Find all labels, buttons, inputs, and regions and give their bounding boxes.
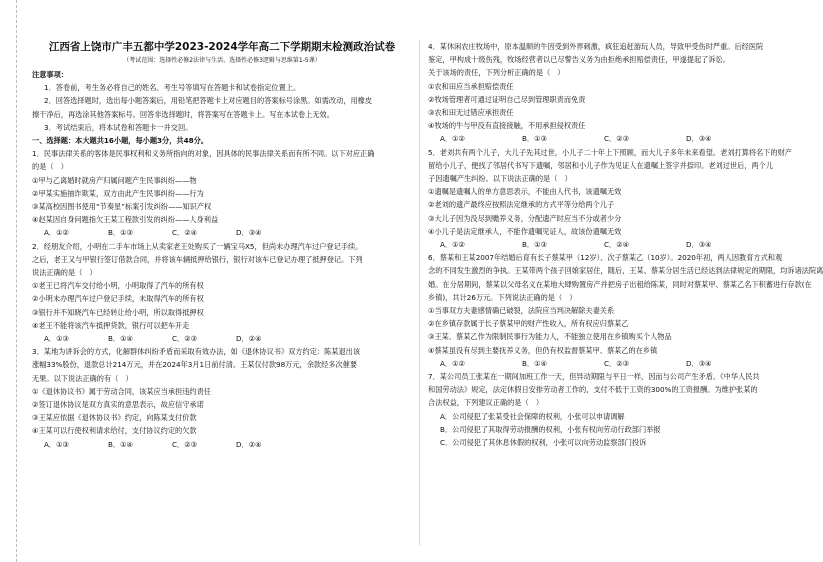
option: ③大儿子因为没尽到赡养义务，分配遗产时应当不分或者少分 <box>428 213 622 223</box>
binding-margin <box>0 0 17 562</box>
left-column <box>32 40 412 451</box>
choice: D．③④ <box>686 134 712 144</box>
question-stem: 6．蔡某和王某2007年结婚后育有长子蔡某甲（12岁）、次子蔡某乙（10岁）。2020年初，两人因教育方式和观 <box>428 253 783 263</box>
exam-title: 江西省上饶市广丰五都中学2023-2024学年高二下学期期末检测政治试卷 <box>48 41 396 53</box>
answer-choices <box>428 238 774 251</box>
question-3 <box>32 345 412 451</box>
option: ①农和田应当承担赔偿责任 <box>428 81 514 91</box>
option: ④赵某因自身问题指欠王某工程款引发的纠纷——人身利益 <box>32 215 219 225</box>
option: ①当事双方夫妻感情确已破裂，法院应当判决解除夫妻关系 <box>428 306 615 316</box>
question-stem: 说法正确的是（ ） <box>32 268 97 278</box>
question-stem: 5．老刘共有两个儿子，大儿子先其过世，小儿子二十年上下照顾，而大儿子多年未来看望。老刘打算将名下的财产 <box>428 147 792 157</box>
question-stem: 7．某公司员工张某在一期间加班工作一天，但异动期限与平日一样，因而与公司产生矛盾。《中华人民共 <box>428 372 760 382</box>
option: ①《退休协议书》属于劳动合同，该某应当承担违约责任 <box>32 386 211 396</box>
option: ③农和田无过错应承担责任 <box>428 108 514 118</box>
option: ③王某、蔡某乙作为限制民事行为能力人，不能独立使用在乡镇购买个人物品 <box>428 332 672 342</box>
question-stem: 之后，老王又与甲银行签订借款合同，并将该车辆抵押给银行，银行对该车已登记办理了抵押登记。下列 <box>32 254 363 264</box>
option: ④牧场的牛与甲没有直接接触，不用承担侵权责任 <box>428 121 586 131</box>
choice: C．②③ <box>172 334 198 344</box>
question-stem: 2．经朋友介绍，小明在二手车市场上从卖家老王处购买了一辆宝马X5，但尚未办理汽车过户登记手续。 <box>32 241 363 251</box>
note-item: 擦干净后，再选涂其他答案标号。回答非选择题时，将答案写在答题卡上。写在本试卷上无效。 <box>32 109 334 119</box>
exam-subtitle: （考试范围：选择性必修2法律与生活、选择性必修3逻辑与思维第1-5课） <box>123 57 321 64</box>
question-stem: 子因遗嘱产生纠纷。以下说法正确的是（ ） <box>428 174 572 184</box>
choice: A．①② <box>440 240 465 250</box>
choice: D．②④ <box>236 439 262 449</box>
option: ②小明未办理汽车过户登记手续，未取得汽车的所有权 <box>32 294 204 304</box>
choice-long: B．公司侵犯了其取得劳动报酬的权利，小张有权向劳动行政部门举报 <box>440 424 661 434</box>
choice: A．①② <box>440 134 465 144</box>
question-stem: 乡镇)，共计26万元。下列说法正确的是（ ） <box>428 292 577 302</box>
choice: C．②③ <box>604 134 630 144</box>
question-stem: 1．民事法律关系的客体是民事权利和义务所指向的对象，因具体的民事法律关系而有所不同。以下对应正确 <box>32 149 375 159</box>
choice: B．①③ <box>522 240 548 250</box>
note-item: 3．考试结束后，将本试卷和答题卡一并交回。 <box>44 122 193 132</box>
choice-long: C．公司侵犯了其休息休假的权利，小张可以向劳动监察部门投诉 <box>440 438 647 448</box>
question-6 <box>428 251 823 370</box>
option: ③银行并不知晓汽车已经转让给小明，所以取得抵押权 <box>32 307 204 317</box>
choice: C．②④ <box>604 240 630 250</box>
choice: C．②③ <box>604 358 630 368</box>
question-stem: 留给小儿子，便找了邻居代书写下遗嘱，邻居和小儿子作为见证人在遗嘱上签字并捺印。老刘过世后，两个儿 <box>428 160 774 170</box>
question-2 <box>32 240 412 346</box>
option: ④蔡某虽没有尽到主要抚养义务，但仍有权监督蔡某甲、蔡某乙的在乡镇 <box>428 345 658 355</box>
choice: D．③④ <box>686 358 712 368</box>
choice: B．①③ <box>522 134 548 144</box>
note-item: 2．回答选择题时，选出每小题答案后，用铅笔把答题卡上对应题目的答案标号涂黑。如需改动，用橡皮 <box>44 96 373 106</box>
choice: B．①③ <box>108 228 134 238</box>
choice: D．②④ <box>236 334 262 344</box>
question-stem: 婚。在分居期间，蔡某以父母名义在某地大肆购置房产并把房子出租给陈某，同时对蔡某甲、蔡某乙名下积蓄进行存款(在 <box>428 279 812 289</box>
answer-choices <box>32 438 412 451</box>
option: ③王某应依据《退休协议书》约定，向陈某支付价款 <box>32 413 197 423</box>
question-stem: 和国劳动法》规定，法定休假日安排劳动者工作的，支付不低于工资的300%的工资报酬。为维护张某的 <box>428 385 758 395</box>
option: ②在乡镇存款属于长子蔡某甲的财产性收入，所有权应归蔡某乙 <box>428 319 629 329</box>
option: ②老刘的遗产最终应按照法定继承的方式平等分给两个儿子 <box>428 200 615 210</box>
note-item: 1．答卷前，考生务必将自己的姓名、考生号等填写在答题卡和试卷指定位置上。 <box>44 83 301 93</box>
option: ④小儿子是法定继承人，不能作遗嘱见证人，故该份遗嘱无效 <box>428 226 622 236</box>
notes-heading: 注意事项： <box>32 70 68 79</box>
choice: A．①③ <box>44 334 69 344</box>
question-stem: 合法权益，下列建议正确的是（ ） <box>428 398 544 408</box>
question-stem: 4．某休闲农庄牧场中，原本温顺的牛因受到外界刺激，疯狂追赶游玩人员，导致甲受伤时严重。后经医院 <box>428 42 764 51</box>
question-stem: 鉴定，甲构成十级伤残，牧场经营者以已尽警告义务为由拒绝承担赔偿责任，甲遂提起了诉讼。 <box>428 55 730 65</box>
choice: D．③④ <box>686 240 712 250</box>
question-stem: 的是（ ） <box>32 162 68 172</box>
question-stem: 关于该场的责任，下列分析正确的是（ ） <box>428 68 565 78</box>
question-stem: 涨幅33%股份，退款总计214万元，并在2024年3月1日前付清。王某仅付款98万元，余款经多次催要 <box>32 360 358 370</box>
question-1 <box>32 147 412 239</box>
choice: B．①④ <box>108 334 134 344</box>
option: ②甲某实施抽诈欺某，双方由此产生民事纠纷——行为 <box>32 188 204 198</box>
question-7 <box>428 370 774 449</box>
right-column <box>428 40 823 449</box>
option: ①甲与乙离婚时就房产归属问题产生民事纠纷——物 <box>32 175 197 185</box>
choice: A．①② <box>44 228 69 238</box>
answer-choices <box>428 132 774 145</box>
section-heading: 一、选择题：本大题共16小题，每小题3分，共48分。 <box>32 136 208 146</box>
option: ①老王已将汽车交付给小明，小明取得了汽车的所有权 <box>32 281 204 291</box>
question-stem: 念的不同发生激烈的争执。王某带两个孩子回娘家居住，随后，王某、蔡某分居生活已经达到法律规定的期限，均诉诸法院离 <box>428 266 823 276</box>
question-5 <box>428 146 792 252</box>
choice: B．①④ <box>522 358 548 368</box>
option: ④老王不能将该汽车抵押贷款，银行可以把车开走 <box>32 320 190 330</box>
question-4 <box>428 40 774 146</box>
option: ②签订退休协议是双方真实的意思表示，故应信守承诺 <box>32 400 204 410</box>
answer-choices <box>32 332 412 345</box>
question-stem: 3．某地为讲诉会的方式，化解群体纠纷矛盾而采取有效办法，如《退休协议书》双方约定：陈某退出该 <box>32 347 361 357</box>
choice: B．①④ <box>108 439 134 449</box>
question-stem: 无果。以下说法正确的有（ ） <box>32 373 133 383</box>
choice: A．①③ <box>44 439 69 449</box>
option: ②牧场管理者可通过证明自己尽到管理职责而免责 <box>428 94 586 104</box>
choice: C．②④ <box>172 228 198 238</box>
option: ①遗嘱是遗嘱人的单方意思表示，不能由人代书，该遗嘱无效 <box>428 187 622 197</box>
option: ③某高校因图书使用“节奏星”标案引发纠纷——知识产权 <box>32 202 212 212</box>
column-divider <box>419 40 420 545</box>
answer-choices <box>32 226 412 239</box>
option: ④王某可以行使权利请求给付，支付协议约定的欠款 <box>32 426 197 436</box>
choice: A．①② <box>440 358 465 368</box>
choice: D．③④ <box>236 228 262 238</box>
choice-long: A．公司侵犯了张某受社会保障的权利，小张可以申请调解 <box>440 411 625 421</box>
choice: C．②③ <box>172 439 198 449</box>
answer-choices <box>428 357 774 370</box>
